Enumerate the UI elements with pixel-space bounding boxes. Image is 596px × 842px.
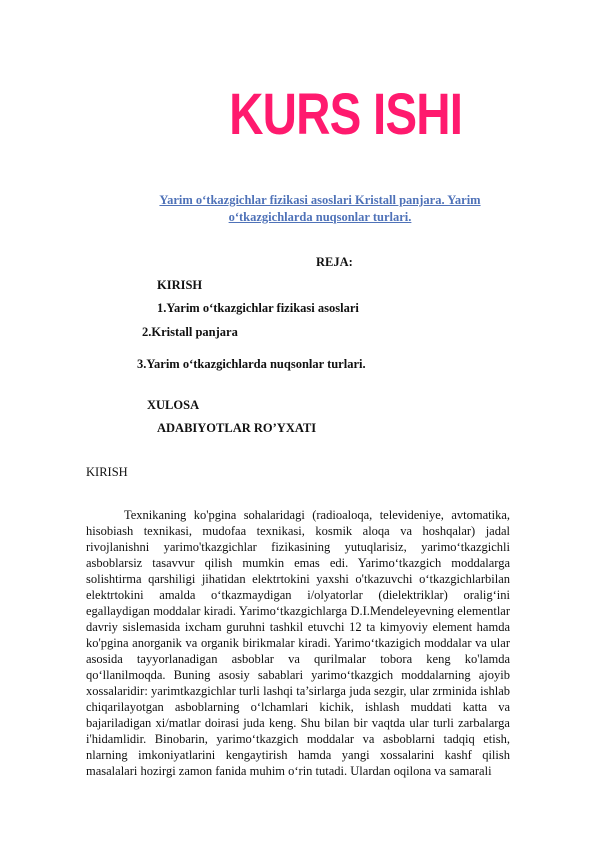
- plan-item-kirish: KIRISH: [157, 278, 203, 292]
- plan-item-2: 2.Kristall panjara: [142, 325, 238, 339]
- plan-item-adabiyotlar: ADABIYOTLAR RO’YXATI: [157, 421, 317, 435]
- plan-heading: REJA:: [316, 255, 353, 269]
- plan-item-1: 1.Yarim o‘tkazgichlar fizikasi asoslari: [157, 301, 359, 315]
- body-paragraph: Texnikaning ko'pgina sohalaridagi (radioaloqa, televideniye, avtomatika, hisobiash texnikasi, mudofaa texnikasi, kosmik aloqa va hoshqalar) jadal rivojlanishni yarimo'tkazgichlar fizikasining yutuqlarisiz, yarimo‘tkazgichli asboblarsiz tasavvur qilish mumkin emas edi. Yarimo‘tkazgich moddalarga solishtirma qarshiligi jihatidan elektrtokini yaxshi o'tkazuvchi o‘tkazgichlarbilan elektrtokini amalda o‘tkazmaydigan i/olyatorlar (dielektriklar) oralig‘ini egallaydigan moddalar kiradi. Yarimo‘tkazgichlarga D.I.Mendeleyevning elementlar davriy sislemasida ixcham guruhni tashkil etuvchi 12 ta kimyoviy element hamda ko'pgina anorganik va organik birikmalar kiradi. Yarimo‘tkazigich moddalar va ular asosida tayyorlanadigan asboblar va qurilmalar tobora keng ko'lamda qo‘llanilmoqda. Buning asosiy sabablari yarimo‘tkazgich moddalarning ajoyib xossalaridir: yarimtkazgichlar turli lashqi ta’sirlarga juda sezgir, ular zrminida ishlab chiqarilayotgan asboblarning o‘lchamlari kichik, ishlash muddati katta va bajariladigan xi/matlar doirasi juda keng. Shu bilan bir vaqtda ular turli zarbalarga i'hidamlidir. Binobarin, yarimo‘tkazgich moddalar va asboblarni tadqiq etish, nlarning imkoniyatlarini kengaytirish hamda yangi xossalarini kashf qilish masalalari hozirgi zamon fanida muhim o‘rin tutadi. Ulardan oqilona va samarali: [86, 508, 510, 778]
- plan-item-xulosa: XULOSA: [147, 398, 200, 412]
- plan-item-3: 3.Yarim o‘tkazgichlarda nuqsonlar turlari.: [137, 357, 366, 371]
- topic-link[interactable]: Yarim o‘tkazgichlar fizikasi asoslari Kristall panjara. Yarim o‘tkazgichlarda nuqsonlar turlari.: [159, 193, 481, 224]
- cover-title: KURS ISHI: [229, 82, 463, 147]
- section-heading: KIRISH: [86, 465, 128, 479]
